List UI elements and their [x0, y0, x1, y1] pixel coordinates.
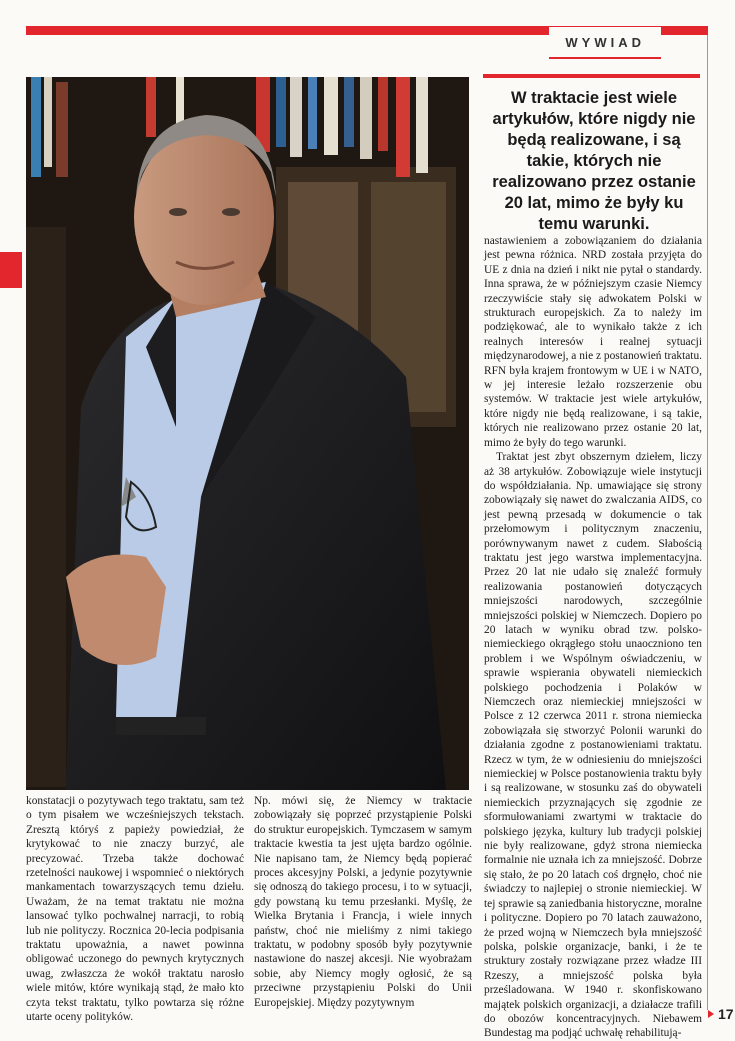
article-column-bottom-middle [254, 794, 472, 1010]
section-label: WYWIAD [549, 27, 661, 59]
paragraph: Np. mówi się, że Niemcy w traktacie zobowiązały się poprzeć przystąpienie Polski do struktur europejskich. Tymczasem w samym traktacie kwestia ta jest ujęta bardzo ogólnie. Nie napisano tam, że Niemcy będą popierać proces akcesyjny Polski, a jedynie pozytywnie się odnoszą do takiego procesu, i to w sytuacji, gdy powstaną ku temu przesłanki. Myślę, że Wielka Brytania i Francja, i wiele innych państw, choć nie mieliśmy z nimi takiego traktatu, w podobny sposób były pozytywnie nastawione do naszej akcesji. Nie wyobrażam sobie, aby Niemcy mogły ogłosić, że są przeciwne przystąpieniu Polski do Unii Europejskiej. Między pozytywnym [254, 795, 472, 1009]
right-margin-rule [707, 35, 708, 1010]
article-column-bottom-left [26, 794, 244, 1025]
page-marker-arrow-icon [708, 1010, 714, 1018]
page-number: 17 [718, 1006, 734, 1022]
left-red-marker [0, 252, 22, 288]
paragraph: nastawieniem a zobowiązaniem do działania jest pewna różnica. NRD została przyjęta do UE z dnia na dzień i nikt nie pytał o standardy. Inna sprawa, że w późniejszym czasie Niemcy rzeczywiście stały się adwokatem Polski w strukturach europejskich. Za to należy im podziękować, ale to wynikało także z ich realnych interesów i realnej sytuacji międzynarodowej, a nie z postanowień traktatu. RFN była krajem frontowym w UE i w NATO, w jej interesie leżało rozszerzenie obu systemów. W traktacie jest wiele artykułów, które nigdy nie będą realizowane, i są takie, których nie realizowano przez ostanie 20 lat, mimo że były do tego warunki. [484, 235, 702, 449]
paragraph: Traktat jest zbyt obszernym dziełem, liczy aż 38 artykułów. Zobowiązuje wiele instytucji do współdziałania. Np. umawiające się strony zobowiązały się nawet do zwalczania AIDS, co jest pewną przesadą w dokumencie o tak przełomowym i politycznym znaczeniu, porównywanym nawet z cudem. Słabością traktatu jest jego warstwa implementacyjna. Przez 20 lat nie udało się znaleźć formuły realizowania postanowień dotyczących mniejszości narodowych, szczególnie mniejszości polskiej w Niemczech. Dopiero po 20 latach w wyniku obrad tzw. polsko-niemieckiego okrągłego stołu unaoczniono ten problem i we Wspólnym oświadczeniu, w sprawie wspierania obywateli niemieckich polskiego pochodzenia i Polaków w Niemczech oraz niemieckiej mniejszości w Polsce z 12 czerwca 2011 r. strona niemiecka zobowiązała się stworzyć Polonii warunki do działania zgodne z postanowieniami traktatu. Rzecz w tym, że w odniesieniu do mniejszości niemieckiej w Polsce postanowienia traktu były i są realizowane, w stosunku zaś do obywateli niemieckich przyznających się zgodnie ze sformułowaniami zwartymi w traktacie do polskiego języka, kultury lub tradycji polskiej nie były realizowane, gdyż strona niemiecka formalnie nie uznała ich za mniejszość. Dobrze się stało, że po 20 latach coś drgnęło, choć nie świadczy to najlepiej o stronie niemieckiej. W tej sprawie są zaniedbania historyczne, moralne i polityczne. Dopiero po 70 latach zauważono, że przed wojną w Niemczech była mniejszość polska, polskie organizacje, banki, i że te struktury zostały rozwiązane przez władze III Rzeszy, a mniejszość polska była prześladowana. W 1940 r. skonfiskowano majątek polskich organizacji, a działacze trafili do obozów koncentracyjnych. Niebawem Bundestag ma podjąć uchwałę rehabilitują- [484, 451, 702, 1040]
pull-quote: W traktacie jest wiele artykułów, które nigdy nie będą realizowane, i są takie, których nie realizowano przez ostanie 20 lat, mimo że były ku temu warunki. [492, 89, 696, 233]
paragraph: konstatacji o pozytywach tego traktatu, sam też o tym pisałem we wcześniejszych tekstach. Zresztą któryś z papieży powiedział, że krytykować to nie znaczy burzyć, ale precyzować. Trzeba także dochować rzetelności naukowej i wspomnieć o niektórych mankamentach towarzyszących temu dziełu. Uważam, że na temat traktatu nie można lansować tylko pochwalnej narracji, to robią lub nie polityczy. Rocznica 20-lecia podpisania traktatu upoważnia, a nawet powinna obligować uczonego do pewnych krytycznych uwag, zwłaszcza że wokół traktatu narosło wiele mitów, które wynikają stąd, że mało kto czyta tekst traktatu, tylko powtarza się różne utarte oceny polityków. [26, 795, 244, 1024]
interview-portrait-photo [26, 77, 469, 790]
portrait-illustration [26, 77, 469, 790]
pull-quote-rule [483, 74, 700, 78]
article-column-right [484, 234, 702, 1041]
